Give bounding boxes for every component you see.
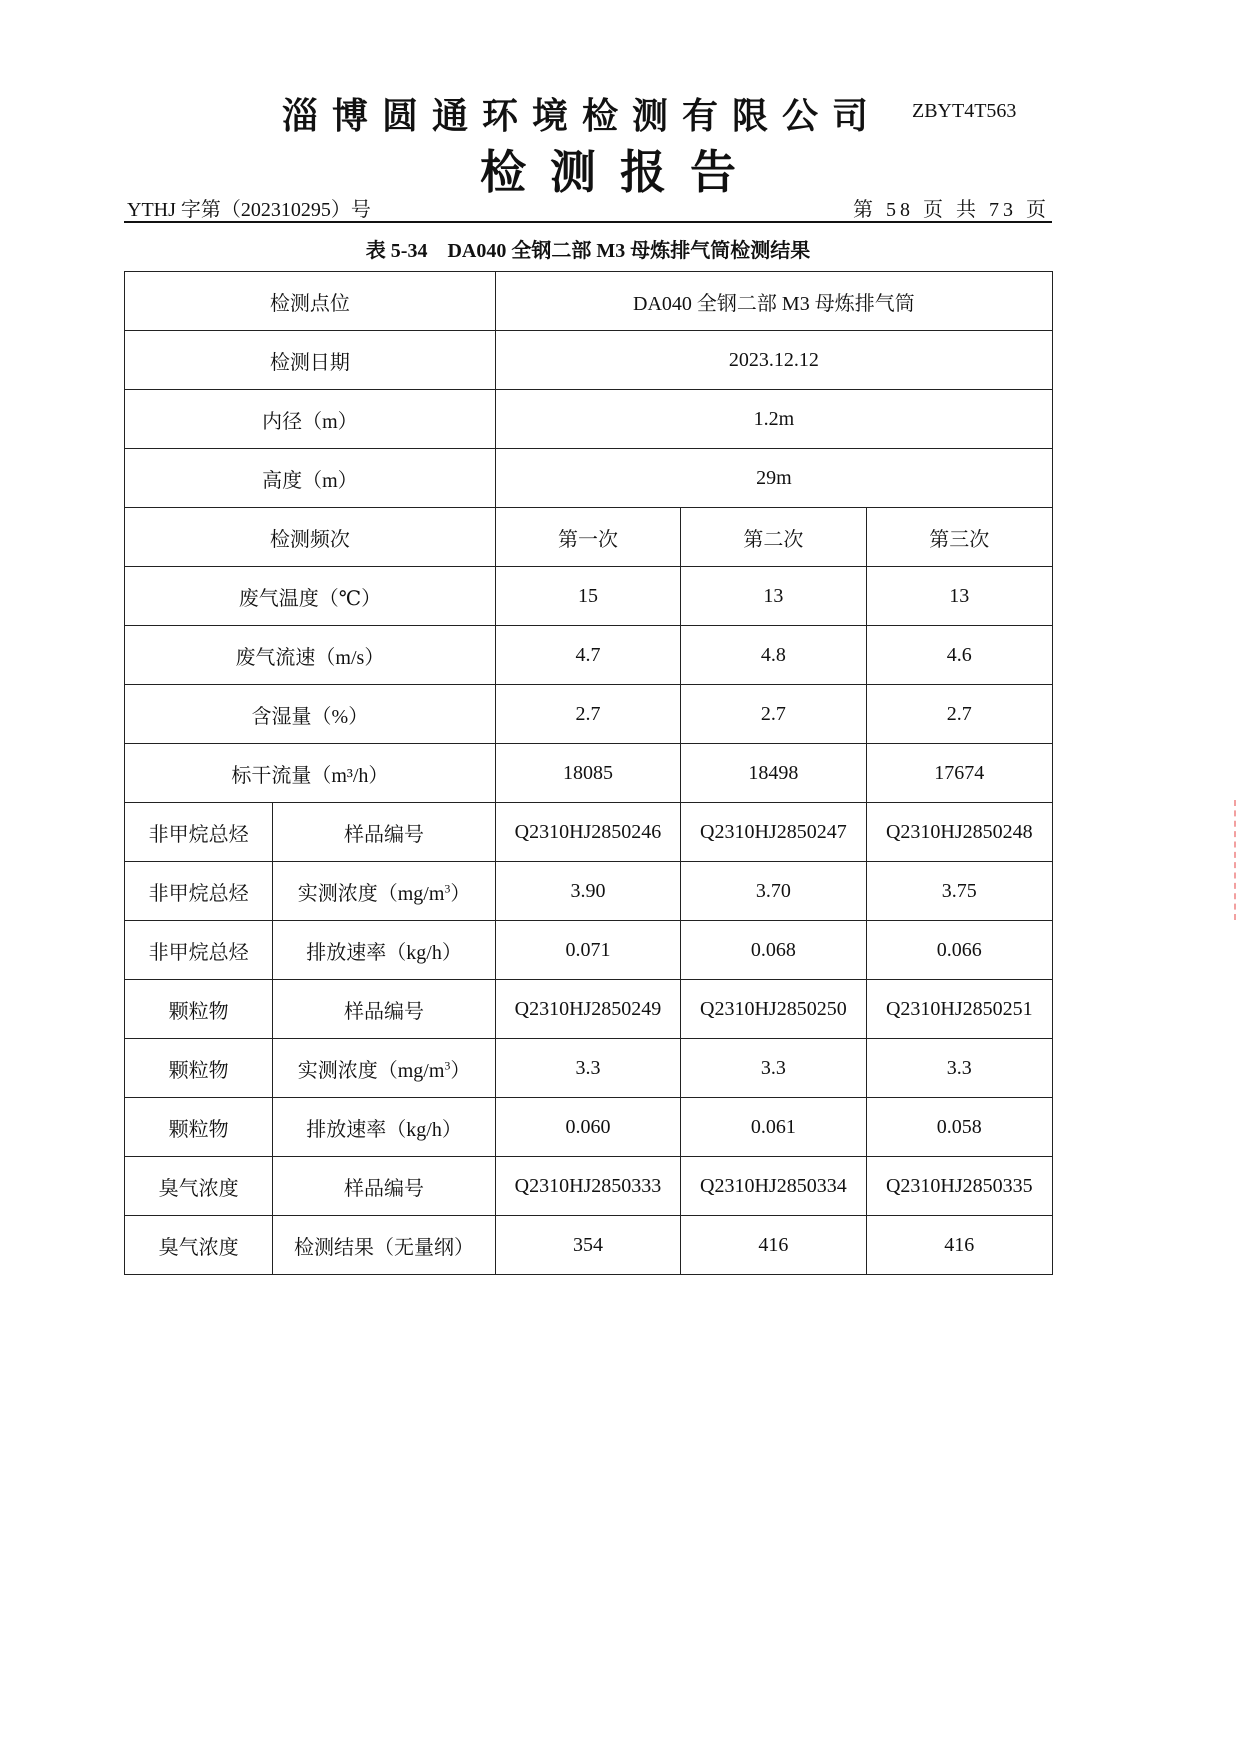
item-text: 样品编号 [344, 1000, 425, 1023]
document-code: ZBYT4T563 [912, 100, 1017, 122]
value-cell: 2.7 [866, 685, 1052, 744]
item-text: 实测浓度（mg/m [297, 1059, 445, 1082]
value-cell: 0.068 [681, 921, 866, 980]
item-name [273, 921, 495, 980]
item-text: 排放速率（kg/h） [306, 941, 462, 964]
table-row [125, 980, 1053, 1039]
row-label: 检测日期 [125, 331, 496, 390]
row-label: 高度（m） [125, 449, 496, 508]
pollutant-name: 非甲烷总烃 [125, 921, 273, 980]
value-cell: Q2310HJ2850249 [495, 980, 680, 1039]
row-label: 检测频次 [125, 508, 496, 567]
header-rule [124, 221, 1052, 223]
table-row [125, 567, 1053, 626]
value-cell: 4.6 [866, 626, 1052, 685]
value-cell: 416 [681, 1216, 866, 1275]
table-row [125, 862, 1053, 921]
value-cell: Q2310HJ2850247 [681, 803, 866, 862]
value-cell: Q2310HJ2850335 [866, 1157, 1052, 1216]
value-cell: 0.058 [866, 1098, 1052, 1157]
pollutant-name: 非甲烷总烃 [125, 862, 273, 921]
item-text: 样品编号 [344, 823, 425, 846]
item-name [273, 1157, 495, 1216]
value-cell: 17674 [866, 744, 1052, 803]
pollutant-name: 颗粒物 [125, 1098, 273, 1157]
item-name [273, 1216, 495, 1275]
item-name [273, 1098, 495, 1157]
value-cell: 3.90 [495, 862, 680, 921]
item-text: 实测浓度（mg/m [297, 882, 445, 905]
value-cell: 0.071 [495, 921, 680, 980]
value-cell: 0.066 [866, 921, 1052, 980]
value-cell: 13 [866, 567, 1052, 626]
table-row [125, 449, 1053, 508]
table-row [125, 921, 1053, 980]
value-cell: Q2310HJ2850333 [495, 1157, 680, 1216]
frequency-header: 第二次 [681, 508, 866, 567]
item-name [273, 862, 495, 921]
pollutant-name: 非甲烷总烃 [125, 803, 273, 862]
report-title: 检测报告 [480, 145, 760, 199]
value-cell: Q2310HJ2850334 [681, 1157, 866, 1216]
pollutant-name: 臭气浓度 [125, 1157, 273, 1216]
table-row [125, 508, 1053, 567]
table-row [125, 626, 1053, 685]
value-cell: 13 [681, 567, 866, 626]
value-cell: Q2310HJ2850250 [681, 980, 866, 1039]
table-row [125, 1157, 1053, 1216]
row-label: 标干流量（m³/h） [125, 744, 496, 803]
page-edge-mark [1231, 800, 1236, 920]
value-cell: 0.061 [681, 1098, 866, 1157]
value-cell: 3.70 [681, 862, 866, 921]
unit-superscript: 3 [444, 880, 451, 895]
row-value: 1.2m [495, 390, 1052, 449]
frequency-header: 第三次 [866, 508, 1052, 567]
row-label: 废气温度（℃） [125, 567, 496, 626]
row-label: 废气流速（m/s） [125, 626, 496, 685]
pollutant-name: 颗粒物 [125, 980, 273, 1039]
unit-superscript: 3 [444, 1057, 451, 1072]
pollutant-name: 颗粒物 [125, 1039, 273, 1098]
item-text-tail: ） [450, 882, 471, 905]
item-name [273, 803, 495, 862]
row-label: 含湿量（%） [125, 685, 496, 744]
value-cell: 18498 [681, 744, 866, 803]
value-cell: 3.3 [866, 1039, 1052, 1098]
table-row [125, 685, 1053, 744]
results-table [124, 271, 1053, 1275]
table-caption: 表 5-34 DA040 全钢二部 M3 母炼排气筒检测结果 [365, 240, 811, 262]
value-cell: Q2310HJ2850246 [495, 803, 680, 862]
row-label: 检测点位 [125, 272, 496, 331]
value-cell: Q2310HJ2850251 [866, 980, 1052, 1039]
row-label: 内径（m） [125, 390, 496, 449]
item-text: 样品编号 [344, 1177, 425, 1200]
table-row [125, 803, 1053, 862]
table-row [125, 390, 1053, 449]
value-cell: 15 [495, 567, 680, 626]
table-row [125, 1098, 1053, 1157]
table-row [125, 744, 1053, 803]
table-row [125, 331, 1053, 390]
document-number: YTHJ 字第（202310295）号 [127, 199, 371, 221]
value-cell: 2.7 [681, 685, 866, 744]
item-text: 排放速率（kg/h） [306, 1118, 462, 1141]
value-cell: 2.7 [495, 685, 680, 744]
value-cell: 18085 [495, 744, 680, 803]
frequency-header: 第一次 [495, 508, 680, 567]
row-value: DA040 全钢二部 M3 母炼排气筒 [495, 272, 1052, 331]
row-value: 29m [495, 449, 1052, 508]
value-cell: 416 [866, 1216, 1052, 1275]
value-cell: 354 [495, 1216, 680, 1275]
value-cell: 3.75 [866, 862, 1052, 921]
item-text: 检测结果（无量纲） [294, 1236, 475, 1259]
value-cell: Q2310HJ2850248 [866, 803, 1052, 862]
row-value: 2023.12.12 [495, 331, 1052, 390]
table-row [125, 1216, 1053, 1275]
value-cell: 4.7 [495, 626, 680, 685]
pollutant-name: 臭气浓度 [125, 1216, 273, 1275]
value-cell: 0.060 [495, 1098, 680, 1157]
value-cell: 3.3 [681, 1039, 866, 1098]
page-info: 第 58 页 共 73 页 [853, 199, 1050, 221]
table-row [125, 1039, 1053, 1098]
value-cell: 3.3 [495, 1039, 680, 1098]
item-name [273, 1039, 495, 1098]
table-row [125, 272, 1053, 331]
value-cell: 4.8 [681, 626, 866, 685]
item-text-tail: ） [450, 1059, 471, 1082]
item-name [273, 980, 495, 1039]
